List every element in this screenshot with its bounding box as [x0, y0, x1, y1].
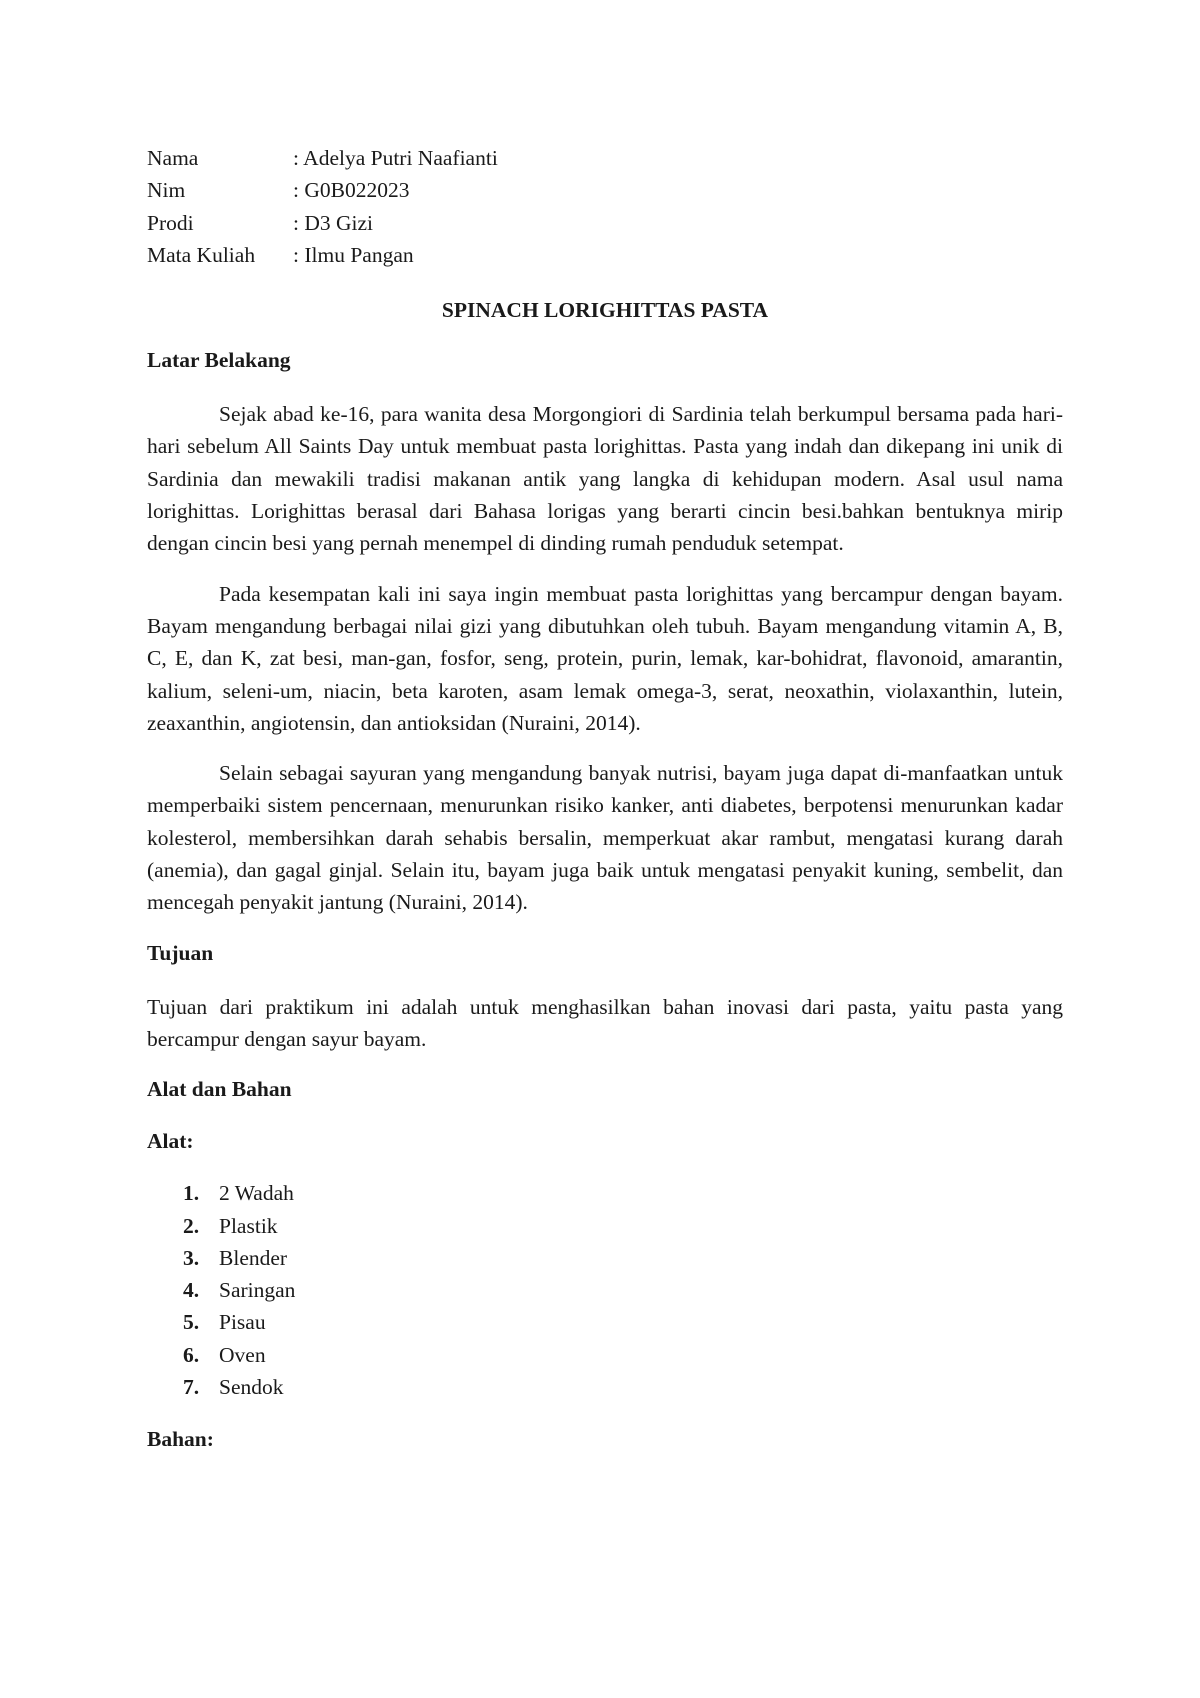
- identity-value: : Adelya Putri Naafianti: [293, 146, 498, 170]
- paragraph: Selain sebagai sayuran yang mengandung banyak nutrisi, bayam juga dapat di-manfaatkan untuk memperbaiki sistem pencernaan, menurunkan risiko kanker, anti diabetes, berpotensi menurunkan kadar kolesterol, membersihkan darah sehabis bersalin, memperkuat akar rambut, mengatasi kurang darah (anemia), dan gagal ginjal. Selain itu, bayam juga baik untuk mengatasi penyakit kuning, sembelit, dan mencegah penyakit jantung (Nuraini, 2014).: [147, 761, 1063, 915]
- list-item: [183, 1210, 1063, 1242]
- list-item-number: 1.: [183, 1181, 200, 1206]
- list-item: [183, 1371, 1063, 1403]
- list-item: [183, 1242, 1063, 1274]
- list-item: [183, 1339, 1063, 1371]
- alat-heading: Alat:: [147, 1129, 194, 1154]
- list-item-text: Oven: [219, 1342, 266, 1367]
- tujuan-paragraph: Tujuan dari praktikum ini adalah untuk menghasilkan bahan inovasi dari pasta, yaitu pasta yang bercampur dengan sayur bayam.: [147, 994, 1063, 1051]
- identity-row-nim: [147, 174, 498, 206]
- list-item-number: 2.: [183, 1213, 200, 1238]
- section-heading-alat-dan-bahan: Alat dan Bahan: [147, 1077, 292, 1102]
- list-item-text: Blender: [219, 1245, 288, 1270]
- list-item-text: Saringan: [219, 1278, 296, 1303]
- bahan-heading: Bahan:: [147, 1427, 214, 1452]
- list-item-text: Sendok: [219, 1375, 284, 1400]
- list-item: [183, 1177, 1063, 1209]
- identity-row-prodi: [147, 207, 498, 239]
- identity-row-mata-kuliah: [147, 239, 498, 271]
- identity-value: : G0B022023: [293, 178, 410, 203]
- identity-label: Mata Kuliah: [147, 242, 256, 267]
- list-item-text: Pisau: [219, 1310, 266, 1335]
- list-item: [183, 1306, 1063, 1338]
- identity-row-nama: [147, 142, 498, 174]
- list-item-number: 7.: [183, 1375, 200, 1400]
- identity-table: [147, 142, 498, 271]
- identity-label: Prodi: [147, 210, 194, 235]
- list-item-number: 6.: [183, 1342, 200, 1367]
- identity-label: Nim: [147, 178, 186, 203]
- identity-label: Nama: [147, 146, 199, 170]
- paragraph: Sejak abad ke-16, para wanita desa Morgongiori di Sardinia telah berkumpul bersama pada hari-hari sebelum All Saints Day untuk membuat pasta lorighittas. Pasta yang indah dan dikepang ini unik di Sardinia dan mewakili tradisi makanan antik yang langka di kehidupan modern. Asal usul nama lorighittas. Lorighittas berasal dari Bahasa lorigas yang berarti cincin besi.bahkan bentuknya mirip dengan cincin besi yang pernah menempel di dinding rumah penduduk setempat.: [147, 402, 1063, 556]
- section-heading-tujuan: Tujuan: [147, 940, 214, 965]
- paragraph: Pada kesempatan kali ini saya ingin membuat pasta lorighittas yang bercampur dengan bayam. Bayam mengandung berbagai nilai gizi yang dibutuhkan oleh tubuh. Bayam mengandung vitamin A, B, C, E, dan K, zat besi, man-gan, fosfor, seng, protein, purin, lemak, kar-bohidrat, flavonoid, amarantin, kalium, seleni-um, niacin, beta karoten, asam lemak omega-3, serat, neoxathin, violaxanthin, lutein, zeaxanthin, angiotensin, dan antioksidan (Nuraini, 2014).: [147, 581, 1063, 735]
- identity-value: : Ilmu Pangan: [293, 242, 414, 267]
- list-item-text: Plastik: [219, 1213, 278, 1238]
- document-title: SPINACH LORIGHITTAS PASTA: [441, 298, 769, 323]
- alat-list: [147, 1177, 1063, 1403]
- document-page: [147, 142, 1063, 1455]
- list-item-number: 5.: [183, 1310, 200, 1335]
- list-item-text: 2 Wadah: [219, 1181, 294, 1206]
- list-item: [183, 1274, 1063, 1306]
- list-item-number: 4.: [183, 1278, 200, 1303]
- identity-value: : D3 Gizi: [293, 210, 374, 235]
- section-heading-latar-belakang: Latar Belakang: [147, 348, 291, 373]
- list-item-number: 3.: [183, 1245, 200, 1270]
